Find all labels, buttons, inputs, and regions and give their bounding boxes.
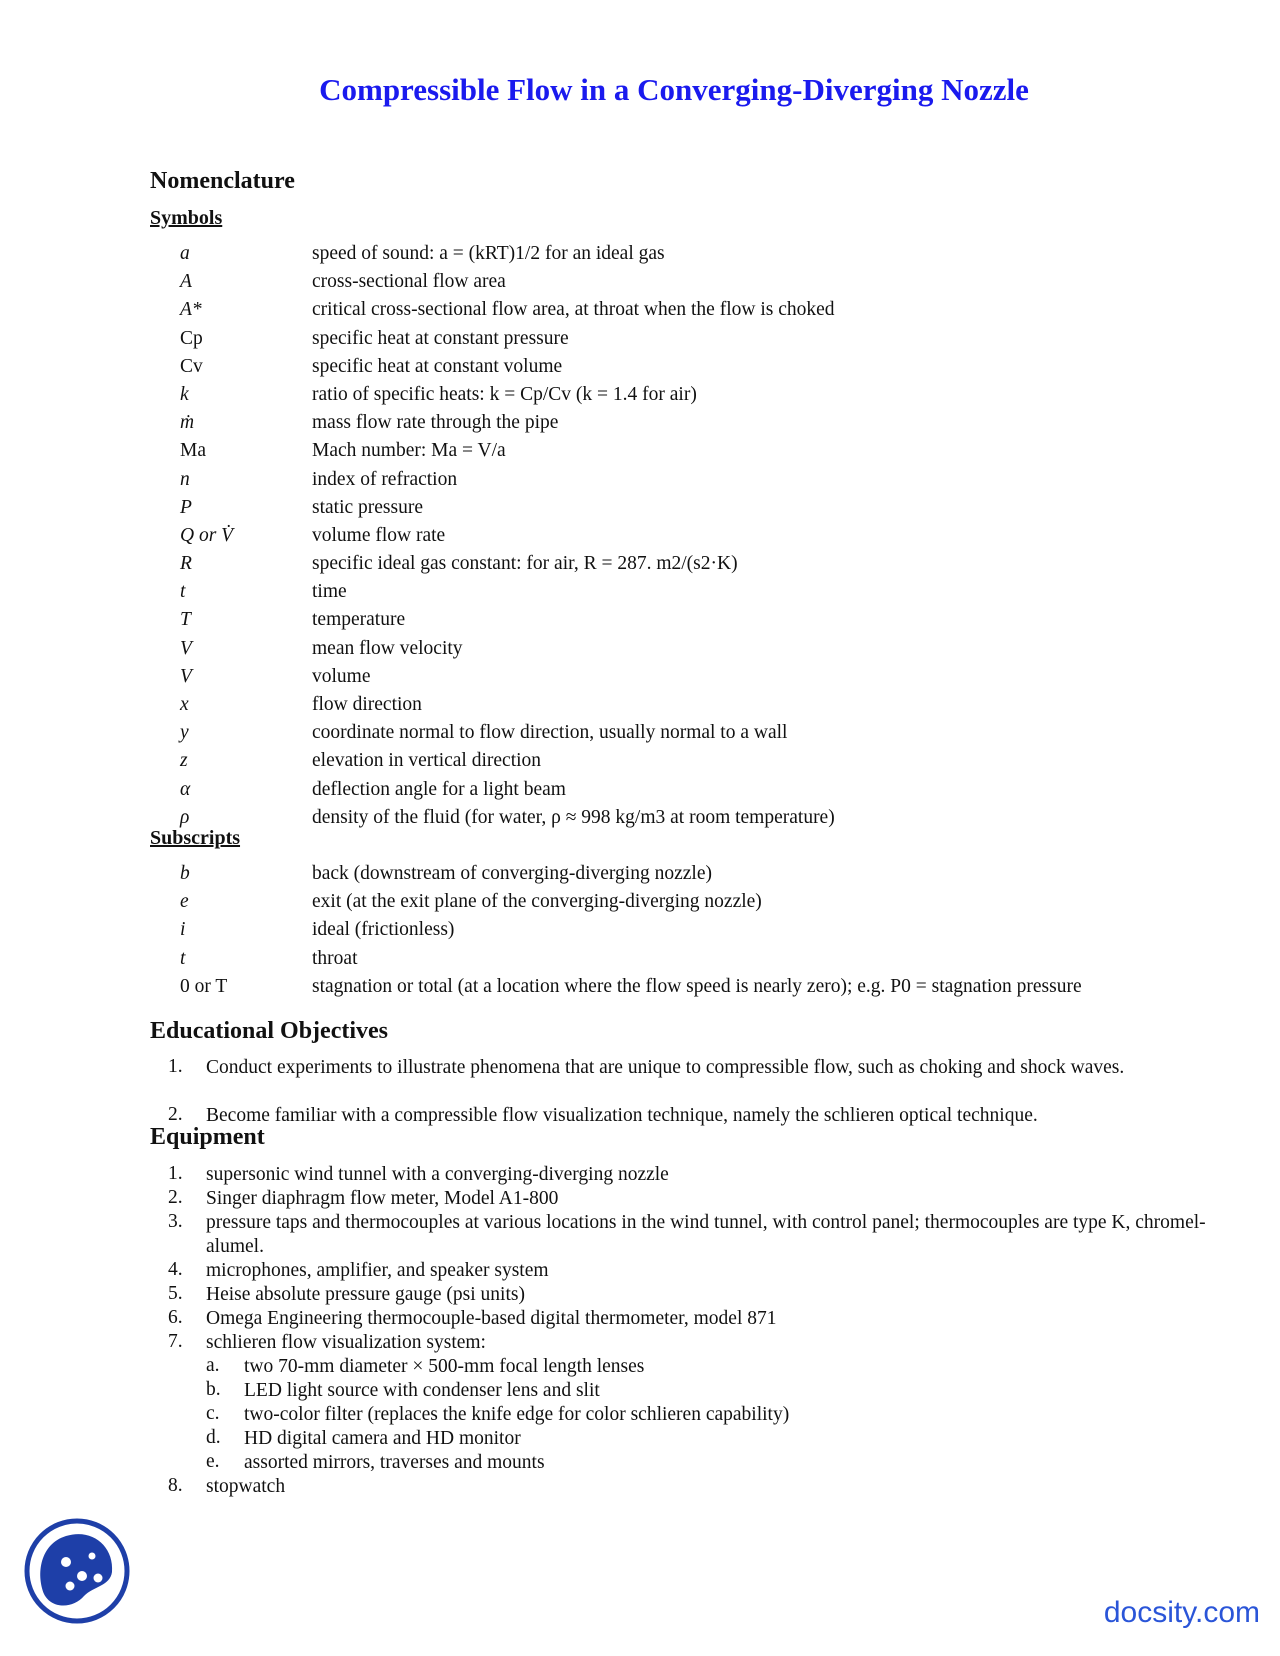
symbol-symbol: A* — [180, 299, 202, 321]
equipment-item-text: stopwatch — [206, 1476, 286, 1497]
symbols-list — [0, 243, 1280, 835]
symbol-definition: temperature — [312, 609, 406, 631]
subscripts-list — [0, 863, 1280, 1004]
symbol-row — [0, 243, 1280, 271]
docsity-logo-icon — [22, 1516, 132, 1626]
symbol-symbol: k — [180, 383, 189, 405]
equipment-item — [0, 1211, 1280, 1259]
equipment-item-text: Omega Engineering thermocouple-based digital thermometer, model 871 — [206, 1308, 777, 1329]
equipment-subitem-text: HD digital camera and HD monitor — [244, 1428, 521, 1449]
symbol-row — [0, 384, 1280, 412]
subscript-symbol: 0 or T — [180, 975, 228, 997]
symbol-row — [0, 440, 1280, 468]
symbol-definition: elevation in vertical direction — [312, 750, 542, 772]
symbol-symbol: A — [180, 271, 192, 293]
symbol-row — [0, 666, 1280, 694]
subscript-symbol: e — [180, 891, 189, 913]
symbol-row — [0, 356, 1280, 384]
symbol-definition: mean flow velocity — [312, 637, 463, 659]
equipment-item-number: 2. — [168, 1187, 183, 1208]
equipment-item-number: 4. — [168, 1259, 183, 1280]
symbol-row — [0, 581, 1280, 609]
symbol-definition: density of the fluid (for water, ρ ≈ 998 kg/m3 at room temperature) — [312, 806, 835, 828]
objective-item-number: 1. — [168, 1056, 183, 1077]
symbol-symbol: a — [180, 243, 190, 264]
equipment-item-text: microphones, amplifier, and speaker system — [206, 1260, 549, 1281]
equipment-subitem-number: e. — [206, 1451, 220, 1472]
equipment-item-number: 6. — [168, 1307, 183, 1328]
equipment-subitem — [0, 1379, 1280, 1403]
symbol-row — [0, 497, 1280, 525]
symbol-symbol: ṁ — [180, 412, 195, 434]
equipment-item — [0, 1163, 1280, 1187]
symbol-row — [0, 722, 1280, 750]
symbol-row — [0, 609, 1280, 637]
equipment-item-text: pressure taps and thermocouples at various locations in the wind tunnel, with control panel; thermocouples are type K, chromel-alumel. — [206, 1212, 1206, 1257]
symbol-definition: coordinate normal to flow direction, usually normal to a wall — [312, 722, 788, 744]
equipment-subitem-number: a. — [206, 1355, 220, 1376]
symbol-definition: Mach number: Ma = V/a — [312, 440, 506, 462]
subscript-row — [0, 891, 1280, 919]
symbol-definition: static pressure — [312, 496, 424, 518]
subscript-definition: throat — [312, 947, 358, 969]
subscript-symbol: i — [180, 919, 186, 941]
equipment-subitem-number: b. — [206, 1379, 221, 1400]
equipment-item-text: supersonic wind tunnel with a converging-diverging nozzle — [206, 1164, 669, 1185]
subscript-row — [0, 976, 1280, 1004]
subscript-row — [0, 919, 1280, 947]
equipment-item-number: 3. — [168, 1211, 183, 1232]
subscripts-heading: Subscripts — [150, 827, 241, 849]
equipment-item-text: schlieren flow visualization system: — [206, 1332, 486, 1353]
equipment-subitem — [0, 1451, 1280, 1475]
symbol-definition: deflection angle for a light beam — [312, 778, 566, 800]
equipment-item — [0, 1331, 1280, 1355]
equipment-subitem-text: assorted mirrors, traverses and mounts — [244, 1452, 545, 1473]
symbol-row — [0, 525, 1280, 553]
subscript-definition: exit (at the exit plane of the converging-diverging nozzle) — [312, 891, 762, 913]
equipment-item — [0, 1307, 1280, 1331]
symbol-symbol: t — [180, 581, 186, 603]
symbol-definition: specific heat at constant volume — [312, 355, 563, 377]
equipment-subitem-number: d. — [206, 1427, 221, 1448]
symbol-symbol: y — [180, 722, 189, 744]
equipment-subitem-text: two 70-mm diameter × 500-mm focal length lenses — [244, 1356, 645, 1377]
equipment-heading: Equipment — [150, 1124, 265, 1150]
symbol-symbol: Q or V̇ — [180, 524, 234, 546]
subscript-definition: back (downstream of converging-diverging nozzle) — [312, 863, 712, 884]
equipment-list — [0, 1163, 1280, 1499]
equipment-subitem — [0, 1355, 1280, 1379]
objectives-heading: Educational Objectives — [150, 1018, 388, 1044]
symbol-definition: specific ideal gas constant: for air, R = 287. m2/(s2·K) — [312, 553, 738, 575]
symbol-row — [0, 271, 1280, 299]
symbol-row — [0, 638, 1280, 666]
symbol-definition: index of refraction — [312, 468, 458, 490]
subscript-row — [0, 863, 1280, 891]
equipment-item-number: 5. — [168, 1283, 183, 1304]
equipment-subitem-number: c. — [206, 1403, 220, 1424]
page-title: Compressible Flow in a Converging-Diverging Nozzle — [319, 72, 1029, 107]
symbol-symbol: Ma — [180, 440, 206, 462]
objective-item — [0, 1056, 1280, 1104]
subscript-symbol: t — [180, 947, 186, 969]
symbol-definition: cross-sectional flow area — [312, 271, 506, 293]
symbol-row — [0, 779, 1280, 807]
symbol-row — [0, 328, 1280, 356]
symbol-row — [0, 694, 1280, 722]
objective-item-text: Become familiar with a compressible flow visualization technique, namely the schlieren optical technique. — [206, 1105, 1038, 1126]
symbol-symbol: V — [180, 637, 192, 659]
symbol-row — [0, 299, 1280, 327]
symbol-definition: volume — [312, 665, 371, 687]
symbol-definition: critical cross-sectional flow area, at throat when the flow is choked — [312, 299, 835, 321]
symbol-definition: ratio of specific heats: k = Cp/Cv (k = 1.4 for air) — [312, 383, 697, 405]
symbol-row — [0, 469, 1280, 497]
symbol-row — [0, 412, 1280, 440]
equipment-subitem — [0, 1403, 1280, 1427]
equipment-item-text: Singer diaphragm flow meter, Model A1-800 — [206, 1188, 559, 1209]
equipment-item-number: 7. — [168, 1331, 183, 1352]
symbol-definition: specific heat at constant pressure — [312, 327, 569, 349]
symbol-definition: flow direction — [312, 694, 422, 715]
symbol-symbol: z — [180, 750, 188, 772]
symbol-symbol: α — [180, 778, 191, 800]
symbol-symbol: V — [180, 665, 192, 687]
symbol-symbol: Cp — [180, 327, 203, 349]
equipment-item — [0, 1259, 1280, 1283]
symbol-symbol: T — [180, 609, 191, 631]
symbol-symbol: ρ — [180, 806, 190, 828]
objective-item-number: 2. — [168, 1104, 183, 1125]
equipment-item-number: 1. — [168, 1163, 183, 1184]
symbol-definition: volume flow rate — [312, 524, 446, 546]
symbol-symbol: R — [180, 553, 192, 575]
symbol-definition: speed of sound: a = (kRT)1/2 for an ideal gas — [312, 243, 665, 264]
symbol-row — [0, 750, 1280, 778]
equipment-item — [0, 1475, 1280, 1499]
subscript-symbol: b — [180, 863, 190, 884]
symbol-symbol: x — [180, 694, 189, 715]
objective-item-text: Conduct experiments to illustrate phenomena that are unique to compressible flow, such as choking and shock waves. — [206, 1057, 1125, 1078]
equipment-item-text: Heise absolute pressure gauge (psi units) — [206, 1284, 525, 1305]
equipment-subitem-text: LED light source with condenser lens and slit — [244, 1380, 600, 1401]
subscript-row — [0, 948, 1280, 976]
equipment-subitem-text: two-color filter (replaces the knife edge for color schlieren capability) — [244, 1404, 790, 1425]
brand-watermark[interactable]: docsity.com — [1103, 1596, 1260, 1629]
symbol-row — [0, 553, 1280, 581]
equipment-item-number: 8. — [168, 1475, 183, 1496]
objectives-list — [0, 1056, 1280, 1128]
equipment-item — [0, 1187, 1280, 1211]
symbol-symbol: Cv — [180, 355, 203, 377]
nomenclature-heading: Nomenclature — [150, 168, 295, 194]
subscript-definition: stagnation or total (at a location where the flow speed is nearly zero); e.g. P0 = stagnation pressure — [312, 975, 1082, 997]
symbol-symbol: P — [180, 496, 192, 518]
equipment-item — [0, 1283, 1280, 1307]
subscript-definition: ideal (frictionless) — [312, 919, 455, 941]
equipment-subitem — [0, 1427, 1280, 1451]
symbol-definition: time — [312, 581, 347, 603]
symbol-symbol: n — [180, 468, 190, 490]
symbol-definition: mass flow rate through the pipe — [312, 412, 559, 434]
symbols-heading: Symbols — [150, 207, 223, 229]
